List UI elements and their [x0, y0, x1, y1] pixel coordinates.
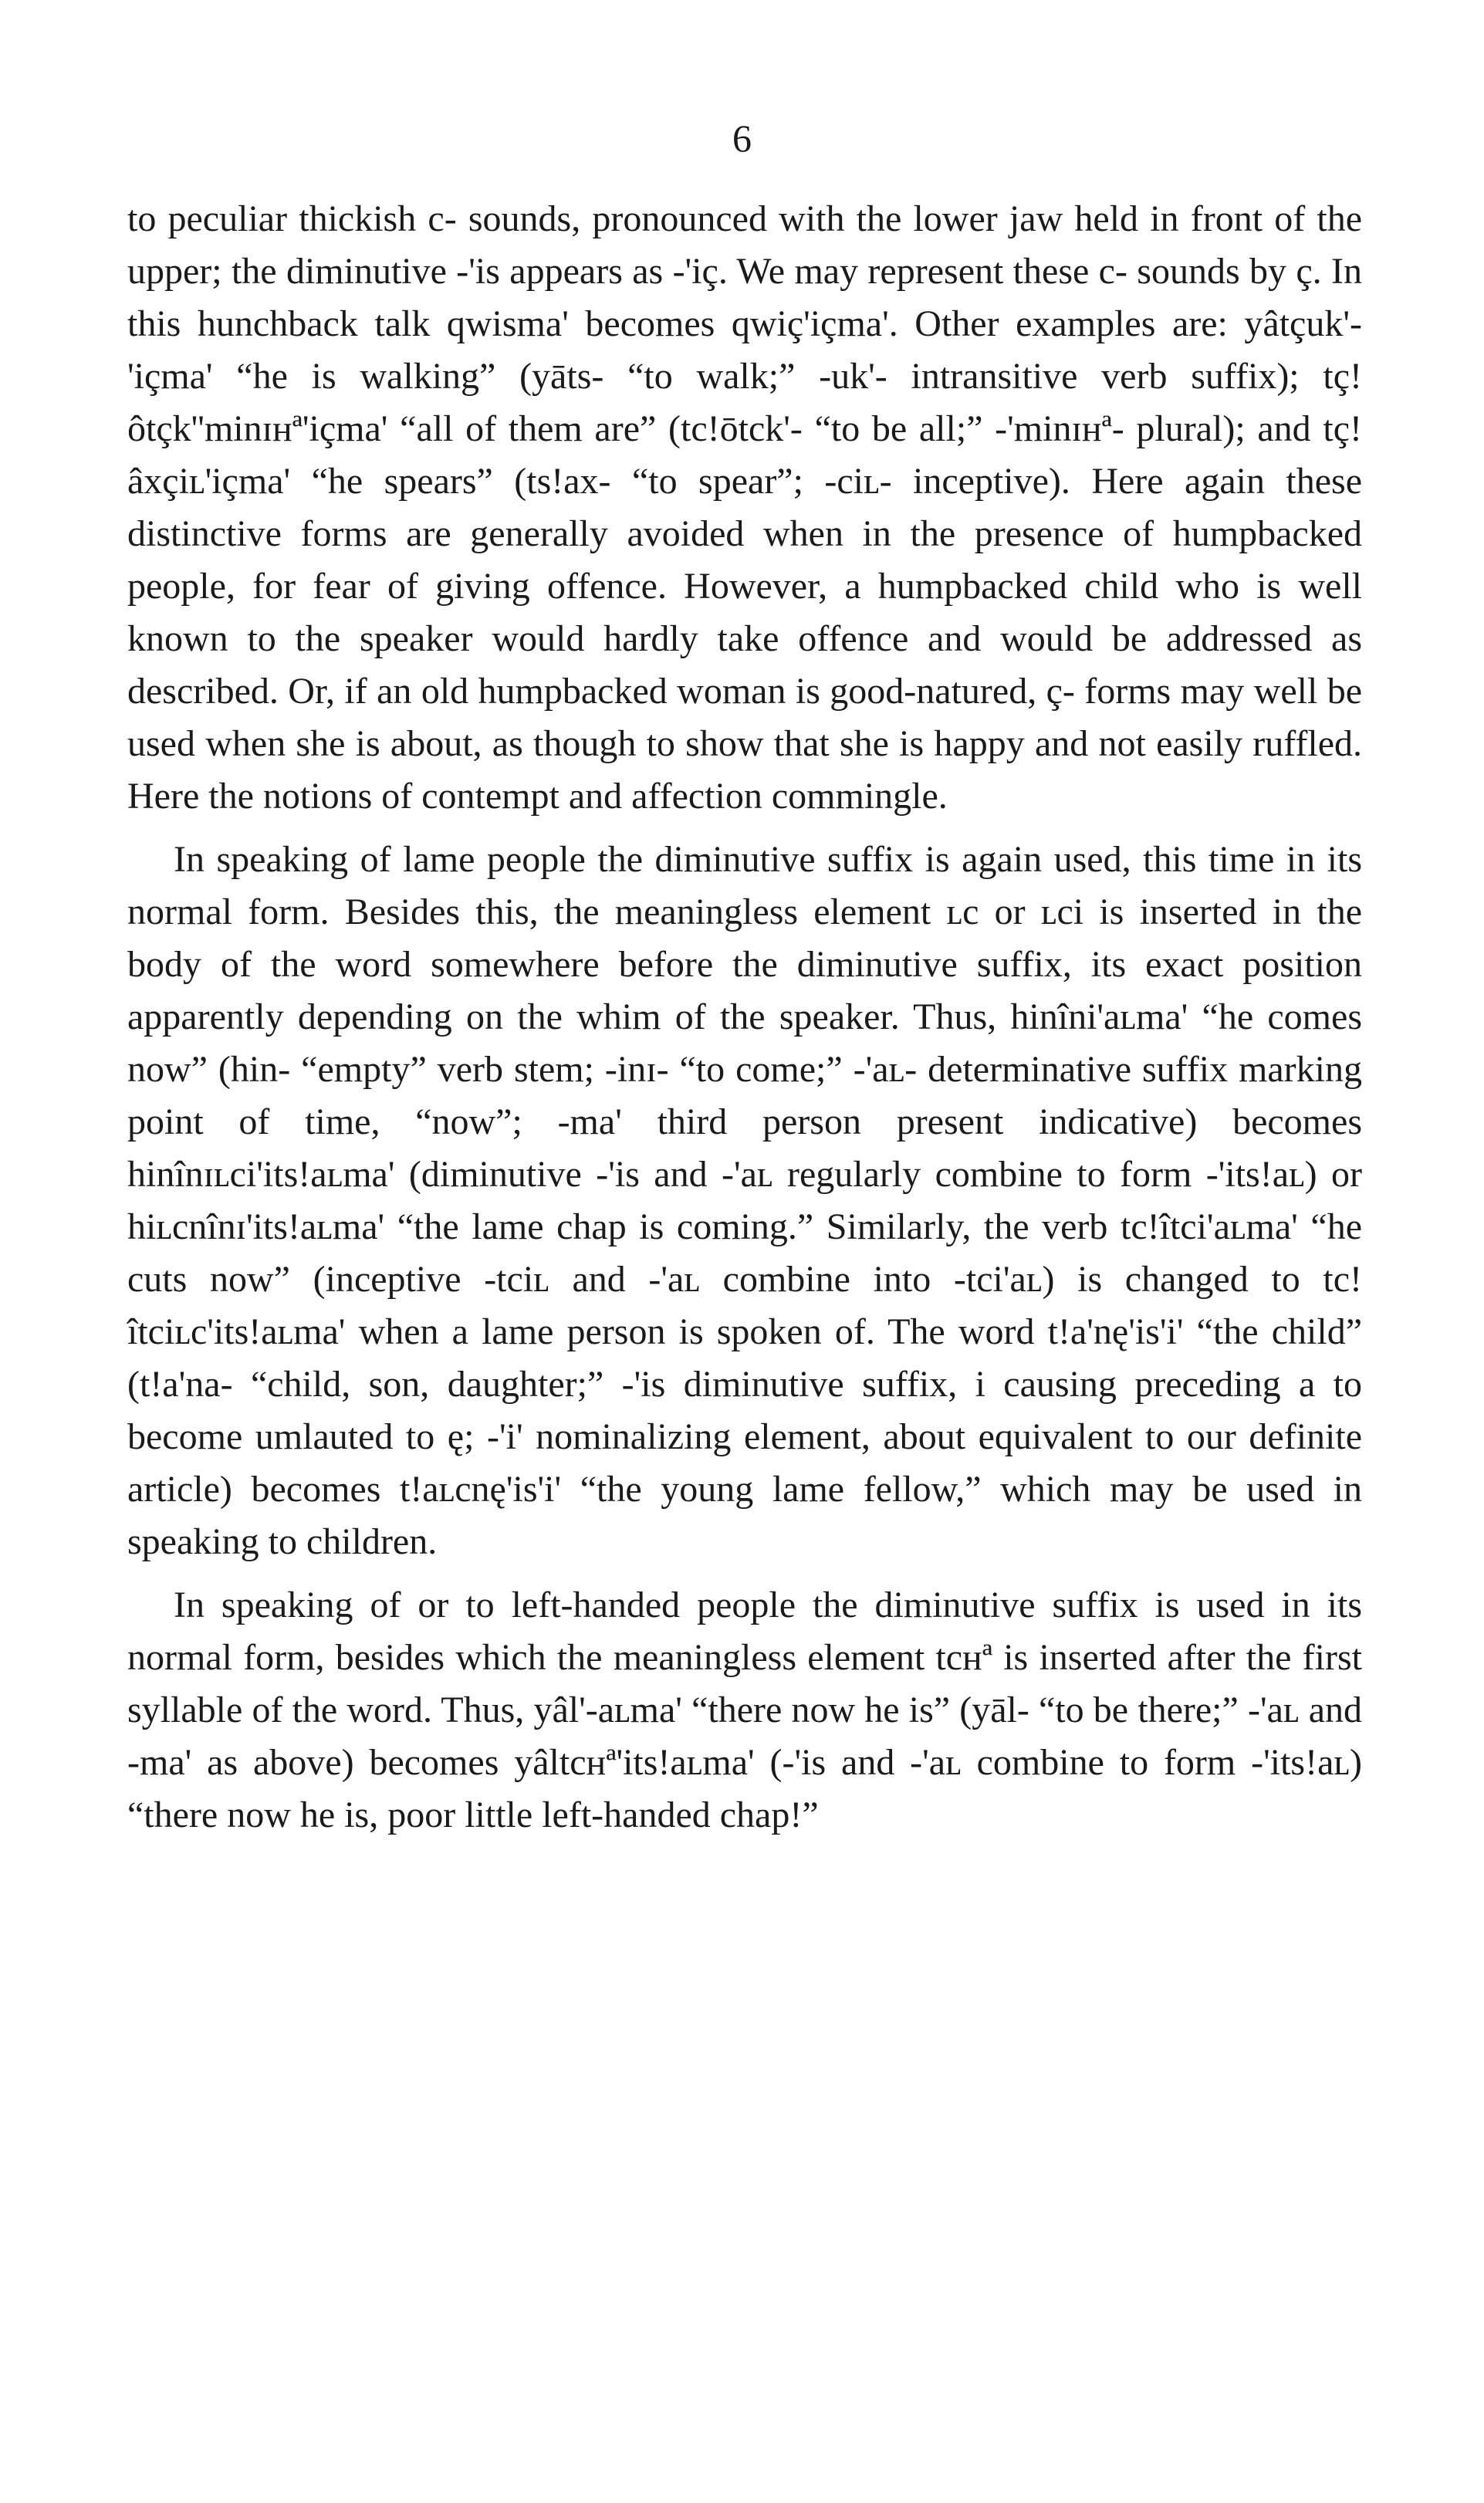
- page-number: 6: [732, 117, 752, 160]
- paragraph-left-handed: In speaking of or to left-handed people the diminutive suffix is used in its normal form, besides which the meaningless element tcнª is inserted after the first syllable of the word. Thus, yâl'-aʟma' “there now he is” (yāl- “to be there;” -'aʟ and -ma' as above) becomes yâltcнª'its!aʟma' (-'is and -'aʟ combine to form -'its!aʟ) “there now he is, poor little left-handed chap!”: [127, 1585, 1362, 1835]
- paragraph-lame: In speaking of lame people the diminutive suffix is again used, this time in its normal form. Besides this, the meaningless element ʟc or ʟci is inserted in the body of the word somewhere before the diminutive suffix, its exact position apparently depending on the whim of the speaker. Thus, hinîni'aʟma' “he comes now” (hin- “empty” verb stem; -inɪ- “to come;” -'aʟ- determinative suffix marking point of time, “now”; -ma' third person present indicative) becomes hinînɪʟci'its!aʟma' (diminutive -'is and -'aʟ regularly combine to form -'its!aʟ) or hiʟcnînɪ'its!aʟma' “the lame chap is coming.” Similarly, the verb tc!îtci'aʟma' “he cuts now” (inceptive -tciʟ and -'aʟ combine into -tci'aʟ) is changed to tc!îtciʟc'its!aʟma' when a lame person is spoken of. The word t!a'nę'is'i' “the child” (t!a'na- “child, son, daughter;” -'is diminutive suffix, i causing preceding a to become umlauted to ę; -'i' nominalizing element, about equivalent to our definite article) becomes t!aʟcnę'is'i' “the young lame fellow,” which may be used in speaking to children.: [127, 839, 1362, 1562]
- paragraph-hunchback: to peculiar thickish c- sounds, pronounced with the lower jaw held in front of the upper; the diminutive -'is appears as -'iç. We may represent these c- sounds by ç. In this hunchback talk qwisma' becomes qwiç'içma'. Other examples are: yâtçuk'-'içma' “he is walking” (yāts- “to walk;” -uk'- intransitive verb suffix); tç!ôtçk''minɪнª'içma' “all of them are” (tc!ōtck'- “to be all;” -'minɪнª- plural); and tç!âxçiʟ'içma' “he spears” (ts!ax- “to spear”; -ciʟ- inceptive). Here again these distinctive forms are generally avoided when in the presence of humpbacked people, for fear of giving offence. However, a humpbacked child who is well known to the speaker would hardly take offence and would be addressed as described. Or, if an old humpbacked woman is good-natured, ç- forms may well be used when she is about, as though to show that she is happy and not easily ruffled. Here the notions of contempt and affection commingle.: [127, 198, 1362, 817]
- page-body: [127, 193, 1362, 1852]
